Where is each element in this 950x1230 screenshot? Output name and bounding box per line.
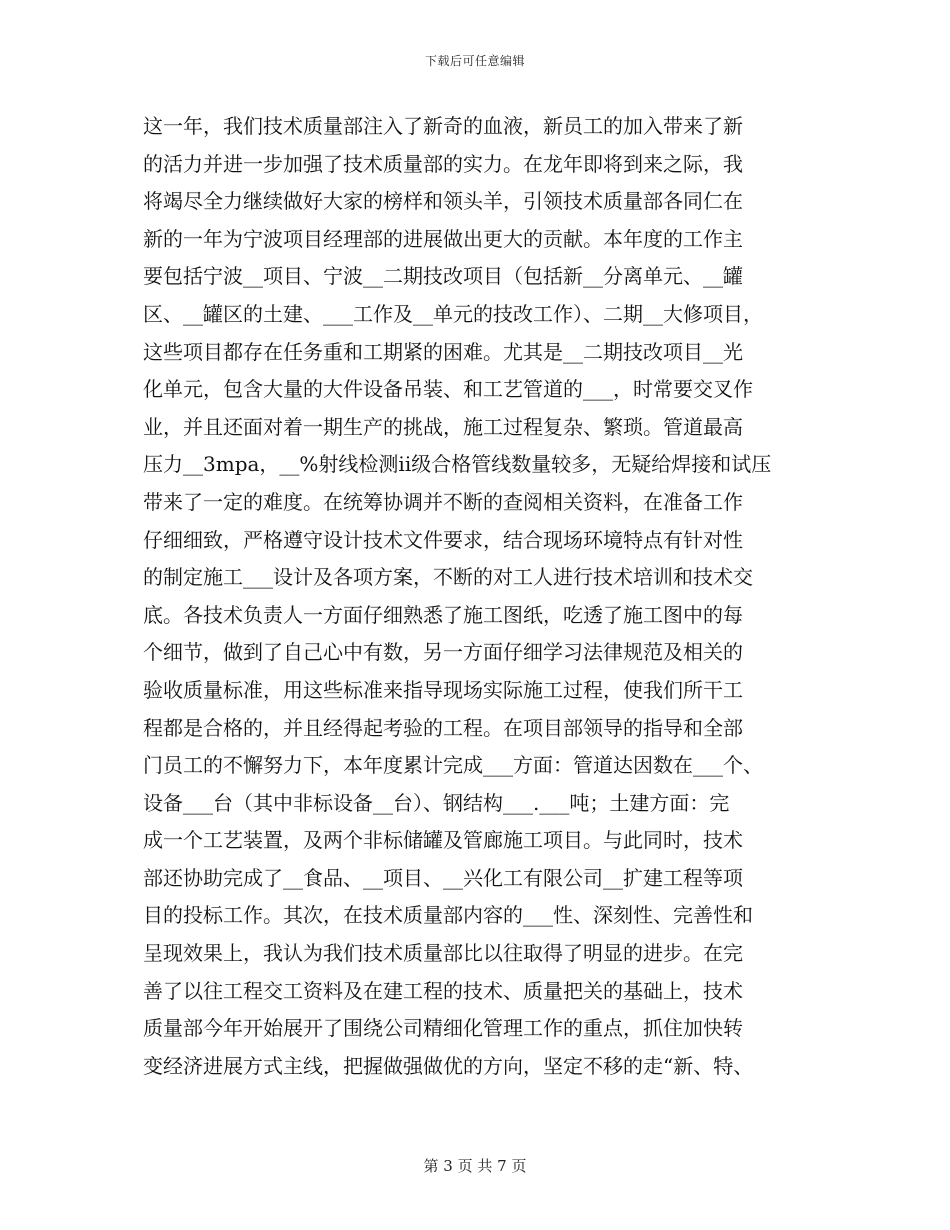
text-line: 成一个工艺装置，及两个非标储罐及管廊施工项目。与此同时，技术	[143, 828, 743, 853]
text-line: 程都是合格的，并且经得起考验的工程。在项目部领导的指导和全部	[143, 715, 743, 740]
text-line: 变经济进展方式主线，把握做强做优的方向，坚定不移的走“新、特、	[143, 1053, 754, 1078]
text-line: 善了以往工程交工资料及在建工程的技术、质量把关的基础上，技术	[143, 978, 743, 1003]
text-line: 目的投标工作。其次，在技术质量部内容的___性、深刻性、完善性和	[143, 903, 753, 928]
text-line: 仔细细致，严格遵守设计技术文件要求，结合现场环境特点有针对性	[143, 527, 743, 552]
text-line: 底。各技术负责人一方面仔细熟悉了施工图纸，吃透了施工图中的每	[143, 602, 743, 627]
text-line: 门员工的不懈努力下，本年度累计完成___方面：管道达因数在___个、	[143, 753, 763, 778]
text-line: 验收质量标准，用这些标准来指导现场实际施工过程，使我们所干工	[143, 677, 743, 702]
text-line: 的活力并进一步加强了技术质量部的实力。在龙年即将到来之际，我	[143, 151, 743, 176]
text-line: 个细节，做到了自己心中有数，另一方面仔细学习法律规范及相关的	[143, 640, 743, 665]
document-body	[143, 108, 823, 1085]
text-line: 这一年，我们技术质量部注入了新奇的血液，新员工的加入带来了新	[143, 114, 743, 138]
text-line: 压力__3mpa，__%射线检测ii级合格管线数量较多，无疑给焊接和试压	[143, 452, 772, 477]
text-line: 设备___台（其中非标设备__台）、钢结构___.___吨；土建方面：完	[143, 790, 730, 815]
text-line: 呈现效果上，我认为我们技术质量部比以往取得了明显的进步。在完	[143, 941, 743, 966]
text-line: 这些项目都存在任务重和工期紧的困难。尤其是__二期技改项目__光	[143, 339, 743, 364]
text-line: 区、__罐区的土建、___工作及__单元的技改工作）、二期__大修项目，	[143, 301, 763, 326]
page-header-note: 下载后可任意编辑	[424, 54, 525, 68]
text-line: 部还协助完成了__食品、__项目、__兴化工有限公司__扩建工程等项	[143, 865, 743, 890]
page-number-footer: 第 3 页 共 7 页	[423, 1157, 527, 1175]
text-line: 业，并且还面对着一期生产的挑战，施工过程复杂、繁琐。管道最高	[143, 414, 743, 439]
text-line: 将竭尽全力继续做好大家的榜样和领头羊，引领技术质量部各同仁在	[143, 189, 743, 214]
text-line: 要包括宁波__项目、宁波__二期技改项目（包括新__分离单元、__罐	[143, 264, 743, 289]
text-line: 新的一年为宁波项目经理部的进展做出更大的贡献。本年度的工作主	[143, 226, 743, 251]
text-line: 的制定施工___设计及各项方案，不断的对工人进行技术培训和技术交	[143, 565, 753, 590]
text-line: 带来了一定的难度。在统筹协调并不断的查阅相关资料，在准备工作	[143, 489, 743, 514]
text-line: 质量部今年开始展开了围绕公司精细化管理工作的重点，抓住加快转	[143, 1016, 743, 1041]
text-line: 化单元，包含大量的大件设备吊装、和工艺管道的___，时常要交叉作	[143, 377, 753, 402]
